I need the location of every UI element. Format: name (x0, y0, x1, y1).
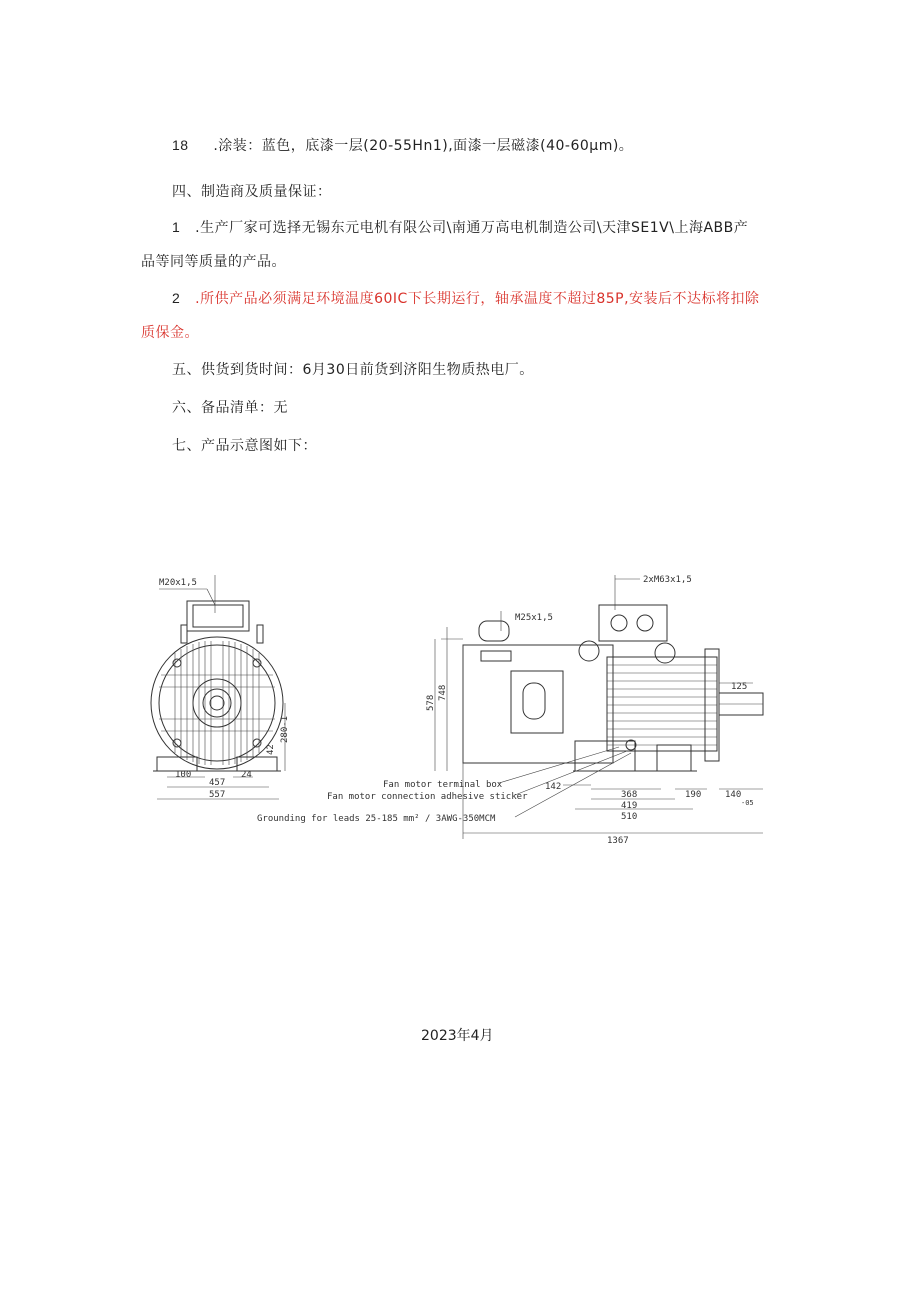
dim-1367: 1367 (607, 836, 629, 846)
note-adhesive-sticker: Fan motor connection adhesive sticker (327, 792, 528, 802)
paragraph-coating (172, 135, 633, 155)
dim-tolerance: -05 (741, 799, 754, 807)
document-date: 2023年4月 (421, 1028, 494, 1044)
dim-280: 280-1 (280, 715, 290, 743)
paragraph-requirement (172, 288, 760, 308)
side-thread-small: M25x1,5 (515, 613, 553, 623)
paragraph-text: .所供产品必须满足环境温度60IC下长期运行，轴承温度不超过85P,安装后不达标将扣除 (195, 291, 760, 307)
dim-578: 578 (426, 694, 436, 711)
item-number: 2 (172, 290, 181, 306)
dim-510: 510 (621, 812, 638, 822)
paragraph-manufacturers-cont: 品等同等质量的产品。 (141, 254, 286, 270)
note-grounding: Grounding for leads 25-185 mm² / 3AWG-350MCM (257, 814, 496, 824)
dim-419: 419 (621, 801, 638, 811)
paragraph-requirement-cont: 质保金。 (141, 325, 199, 341)
dim-42: 42 (266, 744, 276, 755)
dim-100: 100 (175, 770, 192, 780)
paragraph-text: .生产厂家可选择无锡东元电机有限公司\南通万高电机制造公司\天津SE1V\上海ABB产 (195, 220, 749, 236)
dim-24: 24 (241, 770, 252, 780)
dim-142: 142 (545, 782, 562, 792)
dim-557: 557 (209, 790, 226, 800)
dim-140: 140 (725, 790, 742, 800)
dim-457: 457 (209, 778, 226, 788)
item-number: 18 (172, 137, 189, 153)
section-heading-delivery: 五、供货到货时间：6月30日前货到济阳生物质热电厂。 (172, 362, 534, 378)
paragraph-text: .涂装：蓝色，底漆一层(20-55Hn1),面漆一层磁漆(40-60μm)。 (213, 138, 634, 154)
front-thread-label: M20x1,5 (159, 578, 197, 588)
dim-125: 125 (731, 682, 748, 692)
front-view (151, 575, 290, 800)
dim-748: 748 (438, 684, 448, 701)
motor-drawing (145, 565, 775, 855)
motor-drawing-svg (145, 565, 775, 855)
item-number: 1 (172, 219, 181, 235)
side-thread-top: 2xM63x1,5 (643, 575, 692, 585)
section-heading-manufacturer: 四、制造商及质量保证： (172, 184, 332, 200)
section-heading-diagram: 七、产品示意图如下： (172, 438, 317, 454)
paragraph-manufacturers (172, 217, 748, 237)
note-terminal-box: Fan motor terminal box (383, 780, 503, 790)
dim-190: 190 (685, 790, 702, 800)
side-view (257, 575, 763, 846)
dim-368: 368 (621, 790, 638, 800)
section-heading-spares: 六、备品清单：无 (172, 400, 288, 416)
